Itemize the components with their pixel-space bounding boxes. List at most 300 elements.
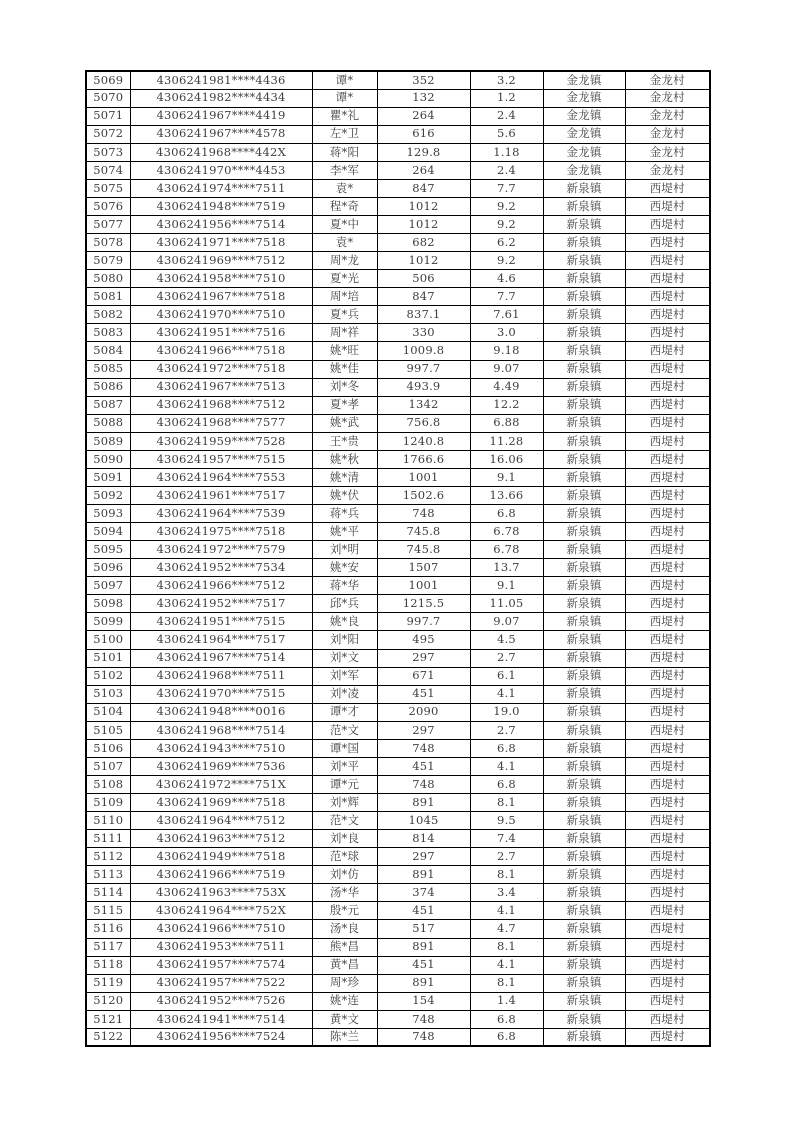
masked-id-number-cell: 4306241970****4453: [130, 161, 312, 179]
rate-cell: 7.7: [470, 179, 543, 197]
table-row: [86, 559, 710, 577]
row-index-cell: 5097: [86, 577, 130, 595]
amount-cell: 756.8: [377, 414, 470, 432]
table-row: [86, 143, 710, 161]
table-row: [86, 920, 710, 938]
row-index-cell: 5083: [86, 324, 130, 342]
amount-cell: 1507: [377, 559, 470, 577]
village-cell: 西堤村: [625, 179, 710, 197]
rate-cell: 7.4: [470, 830, 543, 848]
town-cell: 新泉镇: [543, 920, 625, 938]
town-cell: 新泉镇: [543, 595, 625, 613]
town-cell: 新泉镇: [543, 848, 625, 866]
masked-id-number-cell: 4306241972****7518: [130, 360, 312, 378]
records-table-body: [86, 71, 710, 1046]
row-index-cell: 5077: [86, 216, 130, 234]
masked-name-cell: 夏*中: [312, 216, 377, 234]
row-index-cell: 5111: [86, 830, 130, 848]
masked-id-number-cell: 4306241964****7539: [130, 505, 312, 523]
masked-id-number-cell: 4306241975****7518: [130, 523, 312, 541]
rate-cell: 1.18: [470, 143, 543, 161]
masked-name-cell: 姚*安: [312, 559, 377, 577]
table-row: [86, 595, 710, 613]
masked-name-cell: 刘*军: [312, 667, 377, 685]
amount-cell: 745.8: [377, 523, 470, 541]
town-cell: 新泉镇: [543, 884, 625, 902]
amount-cell: 748: [377, 1028, 470, 1046]
masked-name-cell: 夏*孝: [312, 396, 377, 414]
rate-cell: 11.05: [470, 595, 543, 613]
table-row: [86, 378, 710, 396]
masked-id-number-cell: 4306241968****7511: [130, 667, 312, 685]
town-cell: 新泉镇: [543, 252, 625, 270]
table-row: [86, 812, 710, 830]
village-cell: 西堤村: [625, 342, 710, 360]
masked-name-cell: 蒋*阳: [312, 143, 377, 161]
rate-cell: 6.78: [470, 541, 543, 559]
masked-id-number-cell: 4306241958****7510: [130, 270, 312, 288]
town-cell: 新泉镇: [543, 505, 625, 523]
village-cell: 西堤村: [625, 902, 710, 920]
masked-id-number-cell: 4306241964****7512: [130, 812, 312, 830]
rate-cell: 4.5: [470, 631, 543, 649]
row-index-cell: 5104: [86, 703, 130, 721]
masked-id-number-cell: 4306241971****7518: [130, 234, 312, 252]
masked-name-cell: 瞿*礼: [312, 107, 377, 125]
amount-cell: 1001: [377, 468, 470, 486]
table-row: [86, 685, 710, 703]
town-cell: 新泉镇: [543, 938, 625, 956]
rate-cell: 9.07: [470, 613, 543, 631]
table-row: [86, 631, 710, 649]
rate-cell: 19.0: [470, 703, 543, 721]
masked-id-number-cell: 4306241953****7511: [130, 938, 312, 956]
masked-name-cell: 周*珍: [312, 974, 377, 992]
rate-cell: 2.7: [470, 848, 543, 866]
row-index-cell: 5112: [86, 848, 130, 866]
masked-id-number-cell: 4306241957****7574: [130, 956, 312, 974]
masked-name-cell: 谭*才: [312, 703, 377, 721]
masked-id-number-cell: 4306241952****7534: [130, 559, 312, 577]
amount-cell: 1342: [377, 396, 470, 414]
row-index-cell: 5075: [86, 179, 130, 197]
masked-id-number-cell: 4306241970****7515: [130, 685, 312, 703]
village-cell: 西堤村: [625, 812, 710, 830]
rate-cell: 6.8: [470, 739, 543, 757]
table-row: [86, 577, 710, 595]
masked-name-cell: 姚*良: [312, 613, 377, 631]
rate-cell: 9.1: [470, 468, 543, 486]
masked-name-cell: 程*奇: [312, 197, 377, 215]
rate-cell: 1.2: [470, 89, 543, 107]
rate-cell: 4.49: [470, 378, 543, 396]
masked-name-cell: 范*球: [312, 848, 377, 866]
amount-cell: 495: [377, 631, 470, 649]
village-cell: 金龙村: [625, 71, 710, 89]
table-row: [86, 450, 710, 468]
table-row: [86, 703, 710, 721]
row-index-cell: 5082: [86, 306, 130, 324]
table-row: [86, 649, 710, 667]
rate-cell: 2.4: [470, 107, 543, 125]
masked-name-cell: 邱*兵: [312, 595, 377, 613]
rate-cell: 6.8: [470, 1010, 543, 1028]
row-index-cell: 5110: [86, 812, 130, 830]
masked-id-number-cell: 4306241941****7514: [130, 1010, 312, 1028]
masked-name-cell: 殷*元: [312, 902, 377, 920]
masked-id-number-cell: 4306241961****7517: [130, 486, 312, 504]
town-cell: 新泉镇: [543, 179, 625, 197]
row-index-cell: 5101: [86, 649, 130, 667]
masked-name-cell: 姚*伏: [312, 486, 377, 504]
amount-cell: 297: [377, 721, 470, 739]
town-cell: 新泉镇: [543, 288, 625, 306]
masked-id-number-cell: 4306241943****7510: [130, 739, 312, 757]
town-cell: 新泉镇: [543, 270, 625, 288]
table-row: [86, 89, 710, 107]
rate-cell: 9.18: [470, 342, 543, 360]
records-table: [85, 70, 711, 1047]
rate-cell: 8.1: [470, 938, 543, 956]
amount-cell: 1766.6: [377, 450, 470, 468]
town-cell: 金龙镇: [543, 125, 625, 143]
village-cell: 西堤村: [625, 595, 710, 613]
town-cell: 新泉镇: [543, 775, 625, 793]
village-cell: 西堤村: [625, 432, 710, 450]
amount-cell: 1215.5: [377, 595, 470, 613]
row-index-cell: 5107: [86, 757, 130, 775]
amount-cell: 891: [377, 938, 470, 956]
table-row: [86, 324, 710, 342]
rate-cell: 4.1: [470, 757, 543, 775]
row-index-cell: 5076: [86, 197, 130, 215]
village-cell: 西堤村: [625, 884, 710, 902]
rate-cell: 2.7: [470, 721, 543, 739]
rate-cell: 6.8: [470, 1028, 543, 1046]
amount-cell: 1012: [377, 252, 470, 270]
row-index-cell: 5092: [86, 486, 130, 504]
town-cell: 新泉镇: [543, 866, 625, 884]
amount-cell: 517: [377, 920, 470, 938]
village-cell: 金龙村: [625, 107, 710, 125]
village-cell: 西堤村: [625, 234, 710, 252]
masked-name-cell: 谭*: [312, 89, 377, 107]
amount-cell: 1240.8: [377, 432, 470, 450]
masked-id-number-cell: 4306241949****7518: [130, 848, 312, 866]
table-row: [86, 667, 710, 685]
row-index-cell: 5109: [86, 794, 130, 812]
masked-id-number-cell: 4306241964****7553: [130, 468, 312, 486]
row-index-cell: 5122: [86, 1028, 130, 1046]
masked-name-cell: 汤*华: [312, 884, 377, 902]
rate-cell: 4.1: [470, 685, 543, 703]
row-index-cell: 5073: [86, 143, 130, 161]
amount-cell: 1502.6: [377, 486, 470, 504]
masked-id-number-cell: 4306241972****751X: [130, 775, 312, 793]
town-cell: 新泉镇: [543, 667, 625, 685]
town-cell: 新泉镇: [543, 1010, 625, 1028]
table-row: [86, 306, 710, 324]
masked-name-cell: 袁*: [312, 179, 377, 197]
town-cell: 新泉镇: [543, 794, 625, 812]
amount-cell: 451: [377, 757, 470, 775]
table-row: [86, 974, 710, 992]
village-cell: 西堤村: [625, 252, 710, 270]
masked-id-number-cell: 4306241967****4419: [130, 107, 312, 125]
rate-cell: 9.1: [470, 577, 543, 595]
town-cell: 新泉镇: [543, 324, 625, 342]
masked-name-cell: 刘*阳: [312, 631, 377, 649]
row-index-cell: 5102: [86, 667, 130, 685]
table-row: [86, 523, 710, 541]
masked-id-number-cell: 4306241951****7516: [130, 324, 312, 342]
masked-name-cell: 范*文: [312, 812, 377, 830]
row-index-cell: 5116: [86, 920, 130, 938]
row-index-cell: 5115: [86, 902, 130, 920]
village-cell: 西堤村: [625, 938, 710, 956]
masked-id-number-cell: 4306241966****7518: [130, 342, 312, 360]
masked-name-cell: 夏*兵: [312, 306, 377, 324]
town-cell: 新泉镇: [543, 649, 625, 667]
amount-cell: 493.9: [377, 378, 470, 396]
amount-cell: 1012: [377, 197, 470, 215]
amount-cell: 814: [377, 830, 470, 848]
village-cell: 西堤村: [625, 649, 710, 667]
village-cell: 西堤村: [625, 685, 710, 703]
amount-cell: 891: [377, 974, 470, 992]
masked-id-number-cell: 4306241967****7518: [130, 288, 312, 306]
table-row: [86, 270, 710, 288]
village-cell: 西堤村: [625, 721, 710, 739]
masked-name-cell: 熊*昌: [312, 938, 377, 956]
masked-id-number-cell: 4306241966****7519: [130, 866, 312, 884]
table-row: [86, 288, 710, 306]
amount-cell: 891: [377, 794, 470, 812]
town-cell: 新泉镇: [543, 830, 625, 848]
rate-cell: 16.06: [470, 450, 543, 468]
town-cell: 新泉镇: [543, 234, 625, 252]
masked-id-number-cell: 4306241969****7536: [130, 757, 312, 775]
town-cell: 新泉镇: [543, 721, 625, 739]
masked-id-number-cell: 4306241967****7514: [130, 649, 312, 667]
town-cell: 金龙镇: [543, 71, 625, 89]
amount-cell: 1009.8: [377, 342, 470, 360]
town-cell: 新泉镇: [543, 432, 625, 450]
town-cell: 新泉镇: [543, 992, 625, 1010]
row-index-cell: 5096: [86, 559, 130, 577]
masked-id-number-cell: 4306241957****7515: [130, 450, 312, 468]
masked-id-number-cell: 4306241968****7577: [130, 414, 312, 432]
village-cell: 金龙村: [625, 125, 710, 143]
table-row: [86, 866, 710, 884]
rate-cell: 3.4: [470, 884, 543, 902]
masked-name-cell: 刘*辉: [312, 794, 377, 812]
row-index-cell: 5094: [86, 523, 130, 541]
masked-name-cell: 刘*凌: [312, 685, 377, 703]
masked-name-cell: 刘*仿: [312, 866, 377, 884]
rate-cell: 8.1: [470, 866, 543, 884]
masked-id-number-cell: 4306241952****7526: [130, 992, 312, 1010]
table-row: [86, 956, 710, 974]
masked-name-cell: 姚*秋: [312, 450, 377, 468]
table-row: [86, 161, 710, 179]
rate-cell: 7.7: [470, 288, 543, 306]
masked-name-cell: 周*祥: [312, 324, 377, 342]
masked-name-cell: 蒋*华: [312, 577, 377, 595]
rate-cell: 9.2: [470, 252, 543, 270]
town-cell: 新泉镇: [543, 197, 625, 215]
village-cell: 西堤村: [625, 667, 710, 685]
village-cell: 西堤村: [625, 757, 710, 775]
amount-cell: 154: [377, 992, 470, 1010]
amount-cell: 2090: [377, 703, 470, 721]
masked-id-number-cell: 4306241967****7513: [130, 378, 312, 396]
rate-cell: 4.1: [470, 902, 543, 920]
village-cell: 西堤村: [625, 216, 710, 234]
masked-name-cell: 黄*文: [312, 1010, 377, 1028]
row-index-cell: 5098: [86, 595, 130, 613]
village-cell: 西堤村: [625, 1010, 710, 1028]
rate-cell: 9.2: [470, 197, 543, 215]
rate-cell: 6.8: [470, 775, 543, 793]
masked-name-cell: 刘*明: [312, 541, 377, 559]
village-cell: 西堤村: [625, 270, 710, 288]
town-cell: 金龙镇: [543, 107, 625, 125]
table-row: [86, 830, 710, 848]
rate-cell: 4.1: [470, 956, 543, 974]
village-cell: 西堤村: [625, 1028, 710, 1046]
amount-cell: 616: [377, 125, 470, 143]
table-row: [86, 342, 710, 360]
town-cell: 新泉镇: [543, 739, 625, 757]
village-cell: 西堤村: [625, 523, 710, 541]
village-cell: 西堤村: [625, 468, 710, 486]
amount-cell: 748: [377, 775, 470, 793]
row-index-cell: 5070: [86, 89, 130, 107]
village-cell: 西堤村: [625, 414, 710, 432]
masked-name-cell: 黄*昌: [312, 956, 377, 974]
masked-id-number-cell: 4306241968****7514: [130, 721, 312, 739]
masked-name-cell: 周*培: [312, 288, 377, 306]
village-cell: 西堤村: [625, 324, 710, 342]
amount-cell: 997.7: [377, 613, 470, 631]
amount-cell: 330: [377, 324, 470, 342]
masked-id-number-cell: 4306241968****7512: [130, 396, 312, 414]
row-index-cell: 5108: [86, 775, 130, 793]
rate-cell: 2.7: [470, 649, 543, 667]
table-row: [86, 468, 710, 486]
town-cell: 新泉镇: [543, 1028, 625, 1046]
row-index-cell: 5105: [86, 721, 130, 739]
masked-id-number-cell: 4306241948****7519: [130, 197, 312, 215]
table-row: [86, 848, 710, 866]
masked-id-number-cell: 4306241964****7517: [130, 631, 312, 649]
amount-cell: 297: [377, 649, 470, 667]
row-index-cell: 5113: [86, 866, 130, 884]
village-cell: 西堤村: [625, 288, 710, 306]
row-index-cell: 5088: [86, 414, 130, 432]
town-cell: 金龙镇: [543, 89, 625, 107]
row-index-cell: 5117: [86, 938, 130, 956]
table-row: [86, 414, 710, 432]
rate-cell: 3.2: [470, 71, 543, 89]
village-cell: 西堤村: [625, 577, 710, 595]
row-index-cell: 5071: [86, 107, 130, 125]
rate-cell: 13.7: [470, 559, 543, 577]
town-cell: 新泉镇: [543, 468, 625, 486]
row-index-cell: 5085: [86, 360, 130, 378]
rate-cell: 6.8: [470, 505, 543, 523]
table-row: [86, 179, 710, 197]
masked-id-number-cell: 4306241968****442X: [130, 143, 312, 161]
masked-id-number-cell: 4306241948****0016: [130, 703, 312, 721]
row-index-cell: 5120: [86, 992, 130, 1010]
rate-cell: 6.78: [470, 523, 543, 541]
masked-name-cell: 刘*良: [312, 830, 377, 848]
masked-id-number-cell: 4306241956****7514: [130, 216, 312, 234]
rate-cell: 6.1: [470, 667, 543, 685]
rate-cell: 9.2: [470, 216, 543, 234]
village-cell: 西堤村: [625, 306, 710, 324]
table-row: [86, 486, 710, 504]
masked-name-cell: 陈*兰: [312, 1028, 377, 1046]
row-index-cell: 5090: [86, 450, 130, 468]
table-row: [86, 938, 710, 956]
masked-id-number-cell: 4306241970****7510: [130, 306, 312, 324]
town-cell: 新泉镇: [543, 306, 625, 324]
masked-name-cell: 姚*平: [312, 523, 377, 541]
rate-cell: 13.66: [470, 486, 543, 504]
town-cell: 金龙镇: [543, 161, 625, 179]
table-row: [86, 197, 710, 215]
masked-name-cell: 谭*国: [312, 739, 377, 757]
masked-name-cell: 刘*平: [312, 757, 377, 775]
rate-cell: 7.61: [470, 306, 543, 324]
row-index-cell: 5099: [86, 613, 130, 631]
town-cell: 新泉镇: [543, 757, 625, 775]
amount-cell: 506: [377, 270, 470, 288]
masked-id-number-cell: 4306241963****753X: [130, 884, 312, 902]
town-cell: 新泉镇: [543, 378, 625, 396]
masked-name-cell: 刘*文: [312, 649, 377, 667]
village-cell: 西堤村: [625, 920, 710, 938]
town-cell: 新泉镇: [543, 523, 625, 541]
row-index-cell: 5069: [86, 71, 130, 89]
masked-name-cell: 汤*良: [312, 920, 377, 938]
masked-name-cell: 范*文: [312, 721, 377, 739]
masked-name-cell: 姚*连: [312, 992, 377, 1010]
village-cell: 西堤村: [625, 848, 710, 866]
masked-id-number-cell: 4306241956****7524: [130, 1028, 312, 1046]
row-index-cell: 5095: [86, 541, 130, 559]
table-row: [86, 252, 710, 270]
masked-id-number-cell: 4306241974****7511: [130, 179, 312, 197]
town-cell: 新泉镇: [543, 541, 625, 559]
town-cell: 新泉镇: [543, 216, 625, 234]
row-index-cell: 5103: [86, 685, 130, 703]
village-cell: 西堤村: [625, 830, 710, 848]
amount-cell: 748: [377, 505, 470, 523]
rate-cell: 3.0: [470, 324, 543, 342]
village-cell: 西堤村: [625, 992, 710, 1010]
table-row: [86, 234, 710, 252]
town-cell: 新泉镇: [543, 559, 625, 577]
amount-cell: 748: [377, 739, 470, 757]
row-index-cell: 5106: [86, 739, 130, 757]
rate-cell: 1.4: [470, 992, 543, 1010]
village-cell: 西堤村: [625, 631, 710, 649]
town-cell: 金龙镇: [543, 143, 625, 161]
